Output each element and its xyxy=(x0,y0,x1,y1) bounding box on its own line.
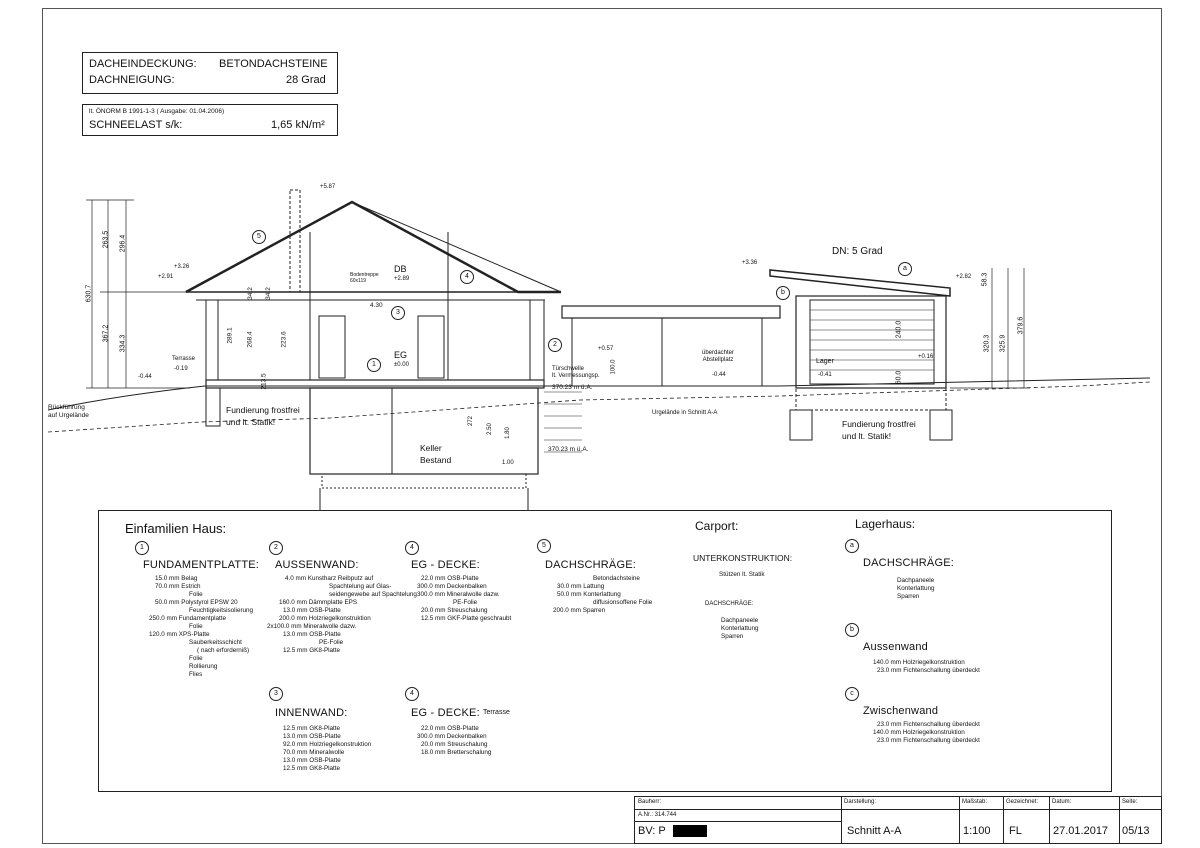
leg-line: 50.0 mm Polystyrol EPSW 20 xyxy=(155,599,238,606)
leg-line: 15.0 mm Belag xyxy=(155,575,198,582)
level-eave-left2: +2.91 xyxy=(158,274,174,280)
leg-line: 70.0 mm Estrich xyxy=(155,583,201,590)
legend-fundamentplatte-lines xyxy=(145,575,253,679)
leg-line: 160.0 mm Dämmplatte EPS xyxy=(279,599,358,606)
carport-sub-line: Stützen lt. Statik xyxy=(719,571,765,578)
tb-bauherr-cell xyxy=(635,797,842,843)
level-ground-left: -0.44 xyxy=(138,374,152,380)
level-lager-eave: +2.82 xyxy=(956,274,972,280)
legend-eg-decke-title: EG - DECKE: xyxy=(411,559,480,571)
legend-aussenwand-title: AUSSENWAND: xyxy=(275,559,359,571)
terrain-line xyxy=(48,378,1150,410)
leg-line: 22.0 mm OSB-Platte xyxy=(421,575,479,582)
tb-bv: BV: P xyxy=(638,825,666,837)
dim-left-2: 334.3 xyxy=(119,334,127,353)
legend-fundamentplatte-title: FUNDAMENTPLATTE: xyxy=(143,559,260,571)
leg-line: Konterlattung xyxy=(721,625,759,632)
lager-a-lines xyxy=(897,577,934,601)
leg-line: 300.0 mm Mineralwolle dazw. xyxy=(417,591,500,598)
tb-seite: 05/13 xyxy=(1122,825,1150,837)
leg-line: 70.0 mm Mineralwolle xyxy=(283,749,345,756)
leg-line: 140.0 mm Holzriegelkonstruktion xyxy=(873,659,965,666)
legend-innenwand-lines xyxy=(283,725,371,773)
tb-datum: 27.01.2017 xyxy=(1053,825,1109,837)
dim-right-1: 325.9 xyxy=(999,334,1007,353)
leg-line: 23.0 mm Fichtenschallung überdeckt xyxy=(877,721,980,728)
leg-line: 12.5 mm GKF-Platte geschraubt xyxy=(421,615,512,622)
level-tuer: +0.57 xyxy=(598,346,614,352)
tb-gezeichnet-cell xyxy=(1003,797,1050,843)
level-lager-window: +0.16 xyxy=(918,354,934,360)
legend-num-c: c xyxy=(845,687,859,701)
tb-bauherr-label: Bauherr: xyxy=(638,799,662,805)
level-chimney: +5.87 xyxy=(320,184,336,190)
level-eg-label: EG xyxy=(394,350,408,360)
legend-eg-decke-lines xyxy=(405,575,511,623)
tb-datum-cell xyxy=(1049,797,1120,843)
dim-100: 100.0 xyxy=(610,359,617,375)
dim-right-2: 379.6 xyxy=(1017,316,1025,335)
legend-num-a: a xyxy=(845,539,859,553)
leg-line: 13.0 mm OSB-Platte xyxy=(283,757,341,764)
leg-line: 12.5 mm GK8-Platte xyxy=(283,765,341,772)
rueckfuehrung-label: Rückführung auf Urgelände xyxy=(48,404,89,419)
roof-pitch-value: 28 Grad xyxy=(286,74,326,86)
dim-house-4: 213.5 xyxy=(260,373,268,390)
leg-line: 2x100.0 mm Mineralwolle dazw. xyxy=(267,623,357,630)
carport-sub-title: UNTERKONSTRUKTION: xyxy=(693,553,793,563)
carport-dach-title: DACHSCHRÄGE: xyxy=(705,601,754,607)
leg-line: diffusionsoffene Folie xyxy=(593,599,653,606)
leg-line: Sparren xyxy=(897,593,920,600)
leg-line: 13.0 mm OSB-Platte xyxy=(283,631,341,638)
level-terrace: -0.19 xyxy=(174,366,188,372)
legend-num-1: 1 xyxy=(135,541,149,555)
legend-dachschraege-title: DACHSCHRÄGE: xyxy=(545,559,637,571)
legend-num-3: 3 xyxy=(269,687,283,701)
level-carport: -0.44 xyxy=(712,372,726,378)
roof-covering-label: DACHEINDECKUNG: xyxy=(89,58,197,70)
urgelaende-label: Urgelände in Schnitt A-A xyxy=(652,410,718,416)
level-lager-floor: -0.41 xyxy=(818,372,832,378)
roof-covering-value: BETONDACHSTEINE xyxy=(219,58,328,70)
legend-lager-title: Lagerhaus: xyxy=(855,517,916,531)
snow-norm: lt. ÖNORM B 1991-1-3 ( Ausgabe: 01.04.2006) xyxy=(89,108,225,115)
legend-num-4: 4 xyxy=(405,541,419,555)
level-db-label: DB xyxy=(394,264,407,274)
leg-line: Feuchtigkeitsisolierung xyxy=(189,607,254,614)
tb-an: A.Nr.: 314.744 xyxy=(638,812,677,818)
leg-line: seidengewebe auf Spachtelung xyxy=(329,591,417,598)
leg-line: 22.0 mm OSB-Platte xyxy=(421,725,479,732)
level-lager-roof: +3.36 xyxy=(742,260,758,266)
original-ground-line xyxy=(48,382,1150,432)
vermessung-2: 370.23 m ü.A. xyxy=(548,446,589,453)
ground-floor-slab xyxy=(206,380,544,388)
leg-line: Rollierung xyxy=(189,663,218,670)
storage-roof xyxy=(770,270,950,296)
terrace-label: Terrasse xyxy=(172,356,196,362)
leg-line: Folie xyxy=(189,623,203,630)
legend-house-title: Einfamilien Haus: xyxy=(125,521,227,536)
lager-label: Lager xyxy=(816,358,834,365)
house-left-wall xyxy=(206,300,218,380)
leg-line: Dachpaneele xyxy=(897,577,935,584)
leg-line: 20.0 mm Streuschalung xyxy=(421,741,488,748)
legend-box xyxy=(98,510,1112,792)
title-block xyxy=(634,796,1162,844)
tb-gezeichnet: FL xyxy=(1009,825,1022,837)
dim-cellar-1: 2.50 xyxy=(486,423,493,435)
marker-2: 2 xyxy=(548,338,562,352)
lager-a-title: DACHSCHRÄGE: xyxy=(863,557,955,569)
leg-line: 200.0 mm Holzriegelkonstruktion xyxy=(279,615,371,622)
leg-line: 13.0 mm OSB-Platte xyxy=(283,607,341,614)
lager-c-title: Zwischenwand xyxy=(863,705,939,717)
lager-b-lines xyxy=(873,659,980,675)
leg-line: 120.0 mm XPS-Platte xyxy=(149,631,210,638)
dim-cellar-3: 1.00 xyxy=(502,460,514,466)
level-db-value: +2.89 xyxy=(394,276,410,282)
level-eave-left: +3.26 xyxy=(174,264,190,270)
leg-line: Dachpaneele xyxy=(721,617,759,624)
leg-line: ( nach erforderniß) xyxy=(197,647,250,654)
attic-stair-label: Bodentreppe 60x119 xyxy=(350,272,379,284)
marker-b: b xyxy=(776,286,790,300)
dn-label: DN: 5 Grad xyxy=(832,246,883,257)
legend-num-4b: 4 xyxy=(405,687,419,701)
redaction-bar xyxy=(673,825,707,837)
keller-label: Keller Bestand xyxy=(420,443,452,465)
legend-innenwand-title: INNENWAND: xyxy=(275,707,348,719)
level-eg-value: ±0.00 xyxy=(394,362,409,368)
leg-line: Sparren xyxy=(721,633,744,640)
legend-aussenwand-lines xyxy=(259,575,417,655)
legend-carport-title: Carport: xyxy=(695,519,739,533)
tb-darstellung: Schnitt A-A xyxy=(847,825,902,837)
tb-datum-label: Datum: xyxy=(1052,799,1072,805)
house-right-wall xyxy=(530,300,544,380)
tuerschwelle-label: Türschwelle lt. Vermessungsp. xyxy=(552,366,600,379)
leg-line: 23.0 mm Fichtenschallung überdeckt xyxy=(877,737,980,744)
leg-line: 12.5 mm GK8-Platte xyxy=(283,725,341,732)
marker-1: 1 xyxy=(367,358,381,372)
dim-right-5: 60.0 xyxy=(895,370,903,385)
dim-left-3: 263.5 xyxy=(102,230,110,249)
legend-eg-decke-terrasse-lines xyxy=(405,725,491,757)
marker-3: 3 xyxy=(391,306,405,320)
leg-line: Sauberkeitsschicht xyxy=(189,639,242,646)
leg-line: Betondachsteine xyxy=(593,575,640,582)
tb-darstellung-label: Darstellung: xyxy=(844,799,877,805)
carport-parking-label: überdachter Abstellplatz xyxy=(702,350,735,363)
leg-line: Konterlattung xyxy=(897,585,935,592)
dim-cellar-0: 272 xyxy=(468,415,475,427)
leg-line: PE-Folie xyxy=(319,639,344,646)
dim-left-1: 367.2 xyxy=(102,324,110,343)
leg-line: 4.0 mm Kunstharz Reibputz auf xyxy=(285,575,374,582)
lager-c-lines xyxy=(873,721,980,745)
leg-line: Folie xyxy=(189,655,203,662)
leg-line: 18.0 mm Bretterschalung xyxy=(421,749,492,756)
dim-cellar-2: 1.80 xyxy=(504,427,511,439)
dim-house-2: 34.2 xyxy=(246,287,254,300)
tb-darstellung-cell xyxy=(841,797,960,843)
dim-right-0: 320.3 xyxy=(983,334,991,353)
legend-dachschraege-lines xyxy=(547,575,652,615)
leg-line: Flies xyxy=(189,671,203,678)
marker-5: 5 xyxy=(252,230,266,244)
leg-line: 250.0 mm Fundamentplatte xyxy=(149,615,227,622)
tb-massstab-label: Maßstab: xyxy=(962,799,988,805)
dim-house-1: 268.4 xyxy=(246,331,254,348)
lager-b-title: Aussenwand xyxy=(863,641,928,653)
tb-seite-label: Seite: xyxy=(1122,799,1138,805)
dim-house-6: 223.6 xyxy=(280,331,288,348)
dim-left-0: 630.7 xyxy=(85,284,93,303)
leg-line: 23.0 mm Fichtenschallung überdeckt xyxy=(877,667,980,674)
carport-roof xyxy=(562,306,780,318)
leg-line: 92.0 mm Holzriegelkonstruktion xyxy=(283,741,372,748)
legend-eg-decke-terrasse-suffix: Terrasse xyxy=(483,709,510,716)
leg-line: Spachtelung auf Glas- xyxy=(329,583,392,590)
tb-gezeichnet-label: Gezeichnet: xyxy=(1006,799,1039,805)
leg-line: 20.0 mm Streuschalung xyxy=(421,607,488,614)
leg-line: 140.0 mm Holzriegelkonstruktion xyxy=(873,729,965,736)
dim-left-4: 296.4 xyxy=(119,234,127,253)
dim-house-5: 4.30 xyxy=(370,302,383,309)
legend-num-b: b xyxy=(845,623,859,637)
legend-eg-decke-terrasse-title: EG - DECKE: xyxy=(411,707,480,719)
tb-massstab-cell xyxy=(959,797,1004,843)
legend-num-2: 2 xyxy=(269,541,283,555)
fundierung-right-label: Fundierung frostfrei und lt. Statik! xyxy=(842,419,916,441)
leg-line: PE-Folie xyxy=(453,599,478,606)
vermessung-1: 370.23 m ü.A. xyxy=(552,384,593,391)
marker-a: a xyxy=(898,262,912,276)
leg-line: 50.0 mm Konterlattung xyxy=(557,591,621,598)
dim-house-3: 34.2 xyxy=(264,287,272,300)
roof-pitch-label: DACHNEIGUNG: xyxy=(89,74,175,86)
legend-num-5: 5 xyxy=(537,539,551,553)
snow-load-value: 1,65 kN/m² xyxy=(271,119,325,131)
dim-right-3: 58.3 xyxy=(981,272,989,287)
leg-line: 200.0 mm Sparren xyxy=(553,607,606,614)
leg-line: 30.0 mm Lattung xyxy=(557,583,605,590)
chimney xyxy=(290,190,300,292)
leg-line: 12.5 mm GK8-Platte xyxy=(283,647,341,654)
marker-4: 4 xyxy=(460,270,474,284)
snow-load-label: SCHNEELAST s/k: xyxy=(89,119,183,131)
leg-line: 300.0 mm Deckenbalken xyxy=(417,583,487,590)
tb-massstab: 1:100 xyxy=(963,825,991,837)
fundierung-left-label: Fundierung frostfrei und lt. Statik! xyxy=(226,405,300,427)
carport-dach-lines xyxy=(721,617,758,641)
tb-seite-cell xyxy=(1119,797,1161,843)
leg-line: 13.0 mm OSB-Platte xyxy=(283,733,341,740)
dim-right-4: 240.0 xyxy=(895,320,903,339)
leg-line: 300.0 mm Deckenbalken xyxy=(417,733,487,740)
dim-house-0: 289.1 xyxy=(226,327,234,344)
leg-line: Folie xyxy=(189,591,203,598)
